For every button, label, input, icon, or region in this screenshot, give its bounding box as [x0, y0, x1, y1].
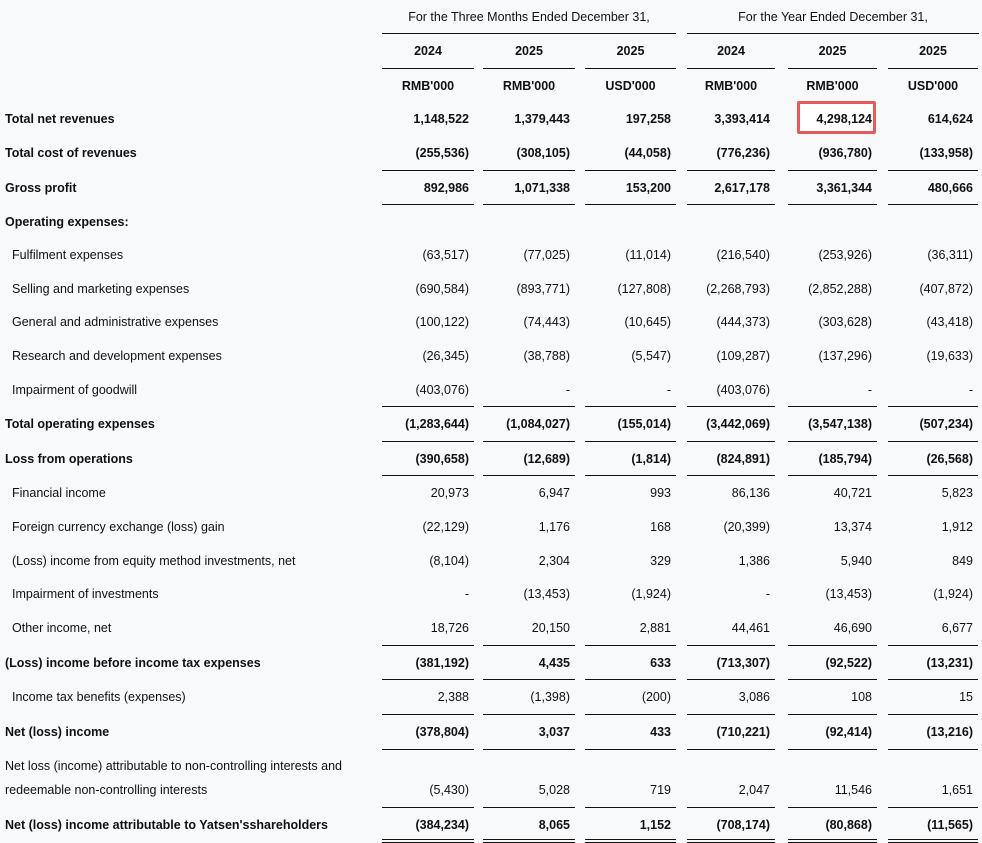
row-label: Total operating expenses — [5, 417, 155, 431]
subtotal-rule — [382, 441, 474, 442]
row-label: Net (loss) income — [5, 725, 110, 739]
row-value: (403,076) — [716, 383, 770, 397]
statement-row — [0, 759, 982, 799]
row-label: Foreign currency exchange (loss) gain — [12, 520, 225, 534]
row-value: (308,105) — [516, 146, 570, 160]
total-double-rule — [788, 839, 877, 843]
row-value: 633 — [650, 656, 671, 670]
row-label: Research and development expenses — [12, 349, 222, 363]
statement-row — [0, 656, 982, 672]
statement-row — [0, 315, 982, 331]
row-value: - — [565, 383, 570, 397]
row-label: Net (loss) income attributable to Yatsen'sshareholders — [5, 818, 328, 832]
row-value: (155,014) — [617, 417, 671, 431]
row-value: (3,442,069) — [706, 417, 770, 431]
subtotal-rule — [585, 204, 676, 205]
column-unit: RMB'000 — [806, 79, 859, 93]
statement-row — [0, 520, 982, 536]
year-rule — [888, 68, 978, 69]
subtotal-rule — [382, 749, 474, 750]
subtotal-rule — [788, 645, 877, 646]
row-value: (381,192) — [415, 656, 469, 670]
subtotal-rule — [483, 406, 575, 407]
row-value: 20,150 — [531, 621, 570, 635]
row-label: Impairment of goodwill — [12, 383, 138, 397]
subtotal-rule — [483, 441, 575, 442]
row-value: (390,658) — [415, 452, 469, 466]
subtotal-rule — [483, 679, 575, 680]
row-value: 40,721 — [833, 486, 872, 500]
column-year: 2025 — [919, 44, 947, 58]
statement-row — [0, 181, 982, 197]
row-value: (19,633) — [926, 349, 973, 363]
statement-row — [0, 452, 982, 468]
row-label: Total cost of revenues — [5, 146, 137, 160]
total-double-rule — [585, 839, 676, 843]
row-value: 6,677 — [941, 621, 973, 635]
row-value: (216,540) — [716, 248, 770, 262]
row-value: 46,690 — [833, 621, 872, 635]
row-value: 13,374 — [833, 520, 872, 534]
row-value: 480,666 — [927, 181, 973, 195]
subtotal-rule — [382, 807, 474, 808]
row-value: (44,058) — [624, 146, 671, 160]
row-value: 3,037 — [538, 725, 570, 739]
row-value: (253,926) — [818, 248, 872, 262]
row-value: 2,388 — [437, 690, 469, 704]
row-value: (109,287) — [716, 349, 770, 363]
subtotal-rule — [382, 679, 474, 680]
subtotal-rule — [483, 475, 575, 476]
row-value: (5,547) — [631, 349, 671, 363]
year-rule — [687, 68, 775, 69]
row-label: Operating expenses: — [5, 215, 129, 229]
statement-row — [0, 282, 982, 298]
subtotal-rule — [888, 807, 978, 808]
subtotal-rule — [382, 475, 474, 476]
subtotal-rule — [585, 645, 676, 646]
subtotal-rule — [382, 406, 474, 407]
row-value: (1,814) — [631, 452, 671, 466]
row-label-continued: redeemable non-controlling interests — [5, 783, 208, 797]
row-value: (26,568) — [926, 452, 973, 466]
statement-row — [0, 621, 982, 637]
row-label: (Loss) income from equity method investments, net — [12, 554, 296, 568]
row-value: (133,958) — [919, 146, 973, 160]
row-value: (507,234) — [919, 417, 973, 431]
row-value: (185,794) — [818, 452, 872, 466]
row-value: (708,174) — [716, 818, 770, 832]
column-year: 2025 — [515, 44, 543, 58]
row-value: 1,386 — [738, 554, 770, 568]
statement-row — [0, 146, 982, 162]
row-value: 329 — [650, 554, 671, 568]
row-value: (13,453) — [825, 587, 872, 601]
period-header-three-months: For the Three Months Ended December 31, — [408, 10, 650, 24]
subtotal-rule — [888, 749, 978, 750]
statement-row — [0, 417, 982, 433]
row-value: 2,304 — [538, 554, 570, 568]
subtotal-rule — [687, 714, 775, 715]
subtotal-rule — [888, 406, 978, 407]
row-value: 1,148,522 — [413, 112, 469, 126]
column-unit: USD'000 — [907, 79, 959, 93]
statement-row — [0, 690, 982, 706]
row-value: (403,076) — [415, 383, 469, 397]
highlighted-value: 4,298,124 — [816, 112, 872, 126]
row-value: (936,780) — [818, 146, 872, 160]
row-value: (137,296) — [818, 349, 872, 363]
row-value: (63,517) — [422, 248, 469, 262]
row-label: Selling and marketing expenses — [12, 282, 190, 296]
row-value: 1,152 — [639, 818, 671, 832]
row-value: 1,379,443 — [514, 112, 570, 126]
subtotal-rule — [888, 170, 978, 171]
subtotal-rule — [687, 406, 775, 407]
row-value: 168 — [650, 520, 671, 534]
row-label: Net loss (income) attributable to non-controlling interests and — [5, 759, 342, 773]
subtotal-rule — [788, 714, 877, 715]
row-value: (303,628) — [818, 315, 872, 329]
subtotal-rule — [382, 645, 474, 646]
row-value: 20,973 — [430, 486, 469, 500]
column-year: 2024 — [717, 44, 745, 58]
row-value: (11,014) — [625, 248, 671, 262]
row-value: 5,028 — [538, 783, 570, 797]
total-double-rule — [687, 839, 775, 843]
row-value: (11,565) — [927, 818, 973, 832]
row-label: Fulfilment expenses — [12, 248, 124, 262]
row-value: 197,258 — [625, 112, 671, 126]
row-value: 614,624 — [927, 112, 973, 126]
row-value: 44,461 — [731, 621, 770, 635]
subtotal-rule — [382, 714, 474, 715]
row-value: (407,872) — [919, 282, 973, 296]
subtotal-rule — [788, 679, 877, 680]
row-value: 5,940 — [840, 554, 872, 568]
total-double-rule — [483, 839, 575, 843]
subtotal-rule — [788, 807, 877, 808]
subtotal-rule — [585, 679, 676, 680]
row-value: 2,047 — [738, 783, 770, 797]
subtotal-rule — [585, 441, 676, 442]
row-value: (690,584) — [415, 282, 469, 296]
column-year: 2024 — [414, 44, 442, 58]
subtotal-rule — [687, 645, 775, 646]
row-value: (36,311) — [927, 248, 973, 262]
subtotal-rule — [585, 475, 676, 476]
period-header-year: For the Year Ended December 31, — [738, 10, 928, 24]
row-value: (127,808) — [617, 282, 671, 296]
subtotal-rule — [585, 170, 676, 171]
statement-row — [0, 587, 982, 603]
row-value: 3,086 — [738, 690, 770, 704]
subtotal-rule — [687, 170, 775, 171]
row-value: (22,129) — [422, 520, 469, 534]
row-value: 433 — [650, 725, 671, 739]
row-value: (13,216) — [926, 725, 973, 739]
statement-row — [0, 215, 982, 231]
row-label: General and administrative expenses — [12, 315, 219, 329]
row-label: Gross profit — [5, 181, 77, 195]
subtotal-rule — [888, 475, 978, 476]
row-value: 108 — [851, 690, 872, 704]
row-value: (38,788) — [523, 349, 570, 363]
subtotal-rule — [382, 204, 474, 205]
row-label: Total net revenues — [5, 112, 115, 126]
row-value: 1,071,338 — [514, 181, 570, 195]
row-value: (3,547,138) — [808, 417, 872, 431]
statement-row — [0, 112, 982, 128]
subtotal-rule — [888, 714, 978, 715]
row-value: 8,065 — [538, 818, 570, 832]
row-value: 1,176 — [538, 520, 570, 534]
row-value: - — [968, 383, 973, 397]
column-unit: RMB'000 — [401, 79, 455, 93]
subtotal-rule — [788, 406, 877, 407]
subtotal-rule — [788, 475, 877, 476]
row-label: Other income, net — [12, 621, 112, 635]
subtotal-rule — [585, 406, 676, 407]
row-value: (80,868) — [825, 818, 872, 832]
row-value: (710,221) — [716, 725, 770, 739]
header-rule — [687, 33, 979, 34]
column-unit: USD'000 — [605, 79, 656, 93]
row-value: (13,453) — [523, 587, 570, 601]
row-value: (384,234) — [415, 818, 469, 832]
row-value: 3,393,414 — [714, 112, 770, 126]
year-rule — [585, 68, 676, 69]
subtotal-rule — [483, 645, 575, 646]
subtotal-rule — [788, 749, 877, 750]
row-value: (20,399) — [723, 520, 770, 534]
year-rule — [483, 68, 575, 69]
row-value: (200) — [641, 690, 671, 704]
row-value: (2,268,793) — [706, 282, 770, 296]
subtotal-rule — [483, 807, 575, 808]
row-value: (13,231) — [926, 656, 973, 670]
statement-row — [0, 725, 982, 741]
row-value: (1,398) — [530, 690, 570, 704]
total-double-rule — [382, 839, 474, 843]
row-label: Loss from operations — [5, 452, 133, 466]
row-value: (74,443) — [523, 315, 570, 329]
row-value: (776,236) — [716, 146, 770, 160]
row-label: Income tax benefits (expenses) — [12, 690, 186, 704]
row-value: (893,771) — [516, 282, 570, 296]
row-value: (824,891) — [716, 452, 770, 466]
subtotal-rule — [483, 714, 575, 715]
row-value: 153,200 — [625, 181, 671, 195]
subtotal-rule — [687, 679, 775, 680]
row-value: (92,522) — [825, 656, 872, 670]
row-label: Financial income — [12, 486, 106, 500]
column-year: 2025 — [616, 44, 645, 58]
row-value: 6,947 — [538, 486, 570, 500]
row-value: 892,986 — [423, 181, 469, 195]
subtotal-rule — [888, 441, 978, 442]
row-value: - — [464, 587, 469, 601]
row-value: - — [867, 383, 872, 397]
total-double-rule — [888, 839, 978, 843]
row-value: (713,307) — [716, 656, 770, 670]
statement-row — [0, 349, 982, 365]
row-value: (1,924) — [933, 587, 973, 601]
row-value: (5,430) — [429, 783, 469, 797]
row-value: - — [765, 587, 770, 601]
statement-row — [0, 818, 982, 834]
subtotal-rule — [687, 807, 775, 808]
row-value: 1,651 — [941, 783, 973, 797]
statement-row — [0, 383, 982, 399]
row-label: Impairment of investments — [12, 587, 159, 601]
row-value: 2,617,178 — [714, 181, 770, 195]
column-unit: RMB'000 — [704, 79, 758, 93]
row-value: (1,084,027) — [506, 417, 570, 431]
row-value: (100,122) — [415, 315, 469, 329]
subtotal-rule — [585, 749, 676, 750]
subtotal-rule — [382, 170, 474, 171]
row-value: 993 — [650, 486, 671, 500]
row-value: 5,823 — [941, 486, 973, 500]
row-value: (12,689) — [523, 452, 570, 466]
row-value: (8,104) — [429, 554, 469, 568]
year-rule — [382, 68, 474, 69]
subtotal-rule — [483, 204, 575, 205]
row-value: (26,345) — [422, 349, 469, 363]
row-value: 1,912 — [941, 520, 973, 534]
row-value: 15 — [959, 690, 973, 704]
row-value: (2,852,288) — [808, 282, 872, 296]
row-value: (1,283,644) — [405, 417, 469, 431]
row-value: (378,804) — [415, 725, 469, 739]
row-value: (444,373) — [716, 315, 770, 329]
subtotal-rule — [687, 475, 775, 476]
statement-row — [0, 554, 982, 570]
row-value: 719 — [650, 783, 671, 797]
header-rule — [382, 33, 676, 34]
subtotal-rule — [888, 645, 978, 646]
row-value: 4,435 — [538, 656, 570, 670]
subtotal-rule — [788, 170, 877, 171]
row-value: 86,136 — [731, 486, 770, 500]
statement-row — [0, 486, 982, 502]
row-value: (77,025) — [523, 248, 570, 262]
subtotal-rule — [888, 679, 978, 680]
row-value: 3,361,344 — [816, 181, 872, 195]
row-label: (Loss) income before income tax expenses — [5, 656, 261, 670]
subtotal-rule — [687, 204, 775, 205]
row-value: (1,924) — [631, 587, 671, 601]
subtotal-rule — [687, 441, 775, 442]
row-value: 18,726 — [430, 621, 469, 635]
column-year: 2025 — [818, 44, 847, 58]
subtotal-rule — [788, 204, 877, 205]
year-rule — [788, 68, 877, 69]
row-value: - — [666, 383, 671, 397]
subtotal-rule — [585, 714, 676, 715]
subtotal-rule — [483, 170, 575, 171]
row-value: (43,418) — [926, 315, 973, 329]
row-value: 849 — [952, 554, 973, 568]
statement-row — [0, 248, 982, 264]
row-value: 2,881 — [639, 621, 671, 635]
subtotal-rule — [888, 204, 978, 205]
subtotal-rule — [585, 807, 676, 808]
subtotal-rule — [483, 749, 575, 750]
subtotal-rule — [788, 441, 877, 442]
row-value: (92,414) — [825, 725, 872, 739]
row-value: 11,546 — [834, 783, 872, 797]
column-unit: RMB'000 — [502, 79, 556, 93]
row-value: (10,645) — [624, 315, 671, 329]
subtotal-rule — [687, 749, 775, 750]
row-value: (255,536) — [415, 146, 469, 160]
